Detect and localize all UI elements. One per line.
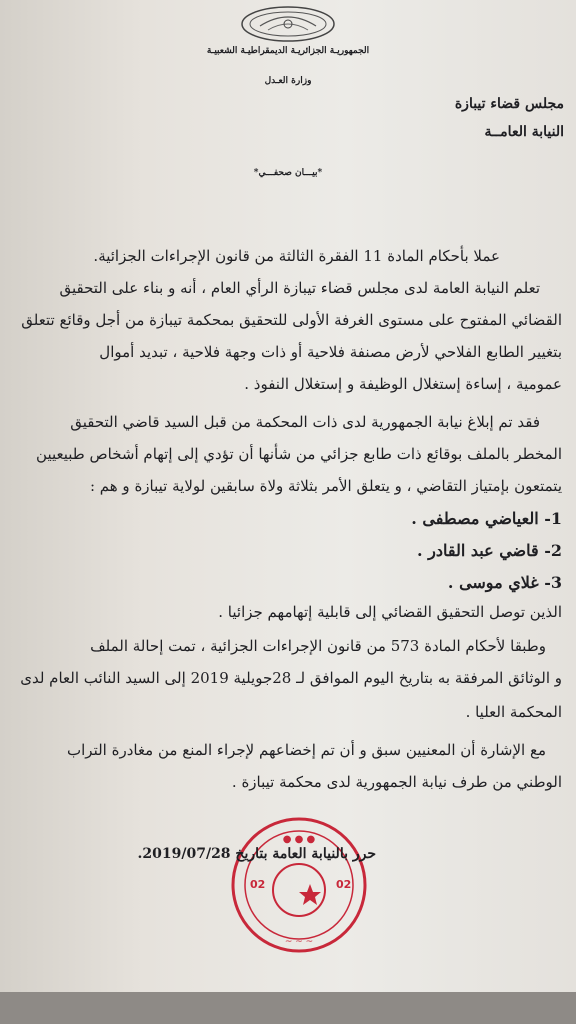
svg-text:02: 02 (336, 878, 352, 891)
body-line: فقد تم إبلاغ نيابة الجمهورية لدى ذات المحكمة من قبل السيد قاضي التحقيق (70, 413, 540, 431)
svg-text:● ● ●: ● ● ● (282, 834, 316, 845)
bottom-shadow (0, 992, 576, 1024)
court-name: مجلس قضاء تيبازة (454, 96, 564, 112)
list-item: 3- غلاي موسى . (447, 573, 562, 592)
list-item: 1- العياضي مصطفى . (411, 509, 562, 528)
body-line: تعلم النيابة العامة لدى مجلس قضاء تيبازة الرأي العام ، أنه و بناء على التحقيق (59, 279, 540, 297)
official-stamp-icon (228, 814, 370, 956)
list-item: 2- قاضي عبد القادر . (417, 541, 562, 560)
body-line: بتغيير الطابع الفلاحي لأرض مصنفة فلاحية أو ذات وجهة فلاحية ، تبديد أموال (99, 343, 562, 361)
body-line: عمومية ، إساءة إستغلال الوظيفة و إستغلال النفوذ . (244, 375, 562, 393)
document-title: *بيـــان صحفـــي* (253, 168, 323, 178)
body-line: مع الإشارة أن المعنيين سبق و أن تم إخضاعهم لإجراء المنع من مغادرة التراب (67, 741, 546, 759)
body-line: و الوثائق المرفقة به بتاريخ اليوم الموافق لـ 28جويلية 2019 إلى السيد النائب العام لدى (20, 669, 562, 687)
ministry-header: وزارة العـدل (264, 76, 312, 86)
body-line: المخطر بالملف بوقائع ذات طابع جزائي من شأنها أن تؤدي إلى إتهام أشخاص طبيعيين (36, 445, 562, 463)
signature-line: حرر بالنيابة العامة بتاريخ 2019/07/28. (137, 846, 376, 862)
body-line: يتمتعون بإمتياز التقاضي ، و يتعلق الأمر بثلاثة ولاة سابقين لولاية تيبازة و هم : (89, 477, 562, 495)
body-line: وطبقا لأحكام المادة 573 من قانون الإجراءات الجزائية ، تمت إحالة الملف (90, 637, 546, 655)
body-line: القضائي المفتوح على مستوى الغرفة الأولى للتحقيق بمحكمة تيبازة من أجل وقائع تتعلق (21, 311, 562, 329)
body-line: الذين توصل التحقيق القضائي إلى قابلية إتهامهم جزائيا . (218, 603, 562, 621)
state-emblem-icon (232, 4, 344, 44)
body-line: عملا بأحكام المادة 11 الفقرة الثالثة من قانون الإجراءات الجزائية. (93, 247, 500, 265)
body-line: المحكمة العليا . (465, 703, 562, 721)
svg-text:~ ~ ~: ~ ~ ~ (284, 937, 314, 947)
republic-header: الجمهوريـة الجزائريـة الديمقراطيـة الشعبيـة (206, 46, 370, 56)
body-line: الوطني من طرف نيابة الجمهورية لدى محكمة تيبازة . (231, 773, 562, 791)
prosecution-name: النيابة العامــة (484, 124, 564, 140)
svg-text:02: 02 (250, 878, 266, 891)
